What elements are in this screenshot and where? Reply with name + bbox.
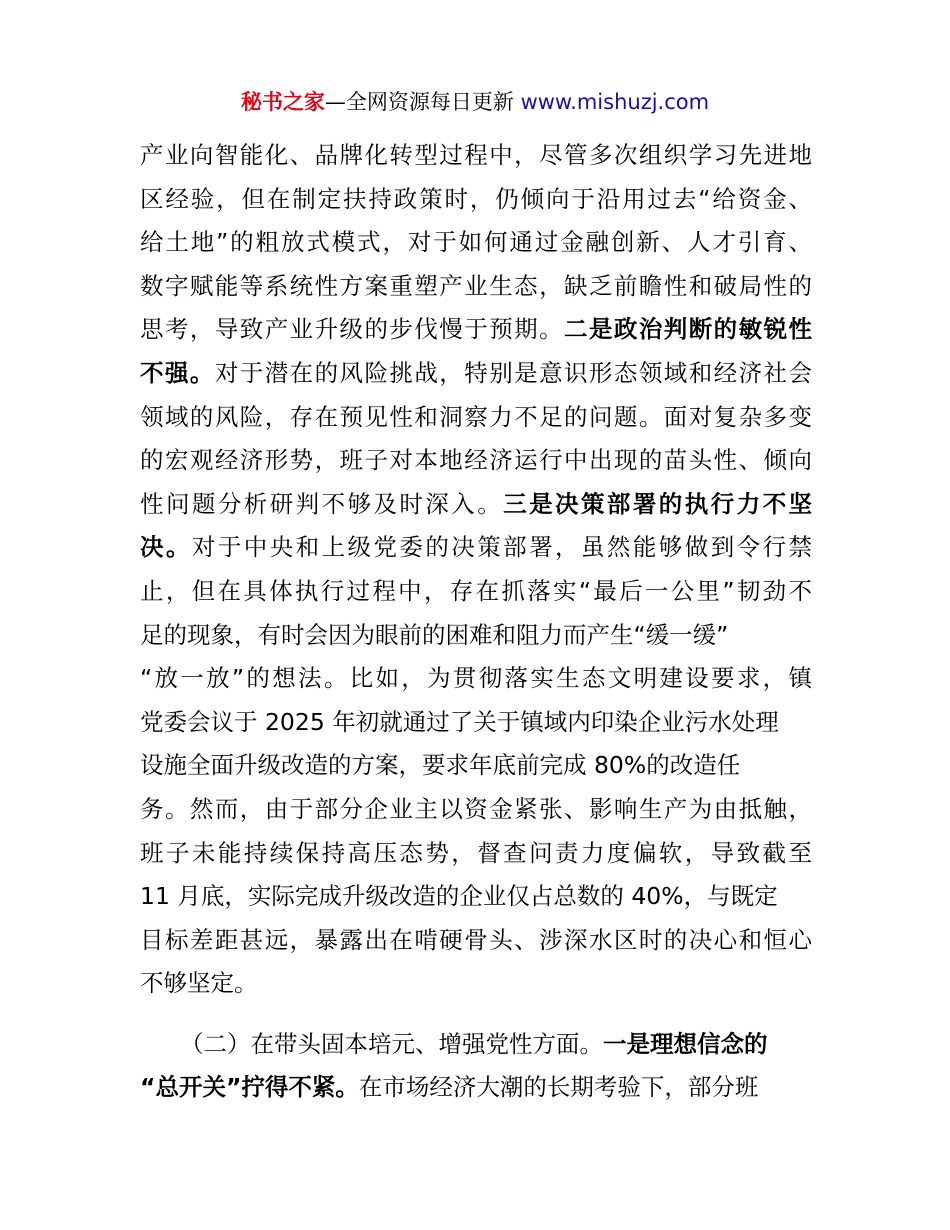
text-line xyxy=(140,1023,812,1067)
text-line: 足的现象，有时会因为眼前的困难和阻力而产生“缓一缓” xyxy=(140,620,729,649)
text-line: 给土地”的粗放式模式，对于如何通过金融创新、人才引育、 xyxy=(140,228,812,257)
text-run: 对于潜在的风险挑战，特别是意识形态领域和经济社会 xyxy=(214,358,812,387)
text-line: “放一放”的想法。比如，为贯彻落实生态文明建设要求，镇 xyxy=(140,664,812,693)
paragraph-1 xyxy=(140,134,812,1006)
text-line: 党委会议于 2025 年初就通过了关于镇域内印染企业污水处理 xyxy=(140,707,779,736)
text-line xyxy=(140,1066,812,1110)
text-line: 班子未能持续保持高压态势，督查问责力度偏软，导致截至 xyxy=(140,838,812,867)
section-heading: （二）在带头固本培元、增强党性方面。 xyxy=(180,1029,603,1058)
text-run: 对于中央和上级党委的决策部署，虽然能够做到令行禁 xyxy=(191,533,812,562)
text-line: 止，但在具体执行过程中，存在抓落实“最后一公里”韧劲不 xyxy=(140,576,812,605)
header-tagline: —全网资源每日更新 xyxy=(324,90,521,114)
text-line: 务。然而，由于部分企业主以资金紧张、影响生产为由抵触， xyxy=(140,794,812,823)
site-url-link[interactable]: www.mishuzj.com xyxy=(520,90,710,114)
site-header xyxy=(0,86,950,118)
bold-heading-3: 三是决策部署的执行力不坚 xyxy=(503,489,812,518)
text-line: 的宏观经济形势，班子对本地经济运行中出现的苗头性、倾向 xyxy=(140,446,812,475)
text-line: 领域的风险，存在预见性和洞察力不足的问题。面对复杂多变 xyxy=(140,402,812,431)
text-run: 思考，导致产业升级的步伐慢于预期。 xyxy=(140,315,565,344)
bold-heading-2: 二是政治判断的敏锐性 xyxy=(564,315,812,344)
bold-heading-2-end: 不强。 xyxy=(140,358,215,387)
text-line: 产业向智能化、品牌化转型过程中，尽管多次组织学习先进地 xyxy=(140,141,812,169)
bold-heading-3-end: 决。 xyxy=(140,533,192,562)
bold-heading-1: 一是理想信念的 xyxy=(603,1029,768,1058)
paragraph-2 xyxy=(140,1023,812,1110)
text-line: 数字赋能等系统性方案重塑产业生态，缺乏前瞻性和破局性的 xyxy=(140,271,812,300)
text-line xyxy=(140,526,812,570)
paragraph-gap xyxy=(140,1006,812,1023)
document-body xyxy=(140,134,812,1110)
brand-name: 秘书之家 xyxy=(240,90,325,114)
text-line: 11 月底，实际完成升级改造的企业仅占总数的 40%，与既定 xyxy=(140,882,778,911)
text-run: 性问题分析研判不够及时深入。 xyxy=(140,489,504,518)
text-line: 设施全面升级改造的方案，要求年底前完成 80%的改造任 xyxy=(140,751,741,780)
text-line xyxy=(140,308,812,352)
text-line xyxy=(140,352,812,396)
text-run: 在市场经济大潮的长期考验下，部分班 xyxy=(358,1073,759,1102)
text-line: 目标差距甚远，暴露出在啃硬骨头、涉深水区时的决心和恒心 xyxy=(140,925,812,954)
bold-heading-1-end: “总开关”拧得不紧。 xyxy=(140,1073,359,1102)
text-line: 不够坚定。 xyxy=(140,969,258,998)
text-line xyxy=(140,483,812,527)
text-line: 区经验，但在制定扶持政策时，仍倾向于沿用过去“给资金、 xyxy=(140,184,812,213)
